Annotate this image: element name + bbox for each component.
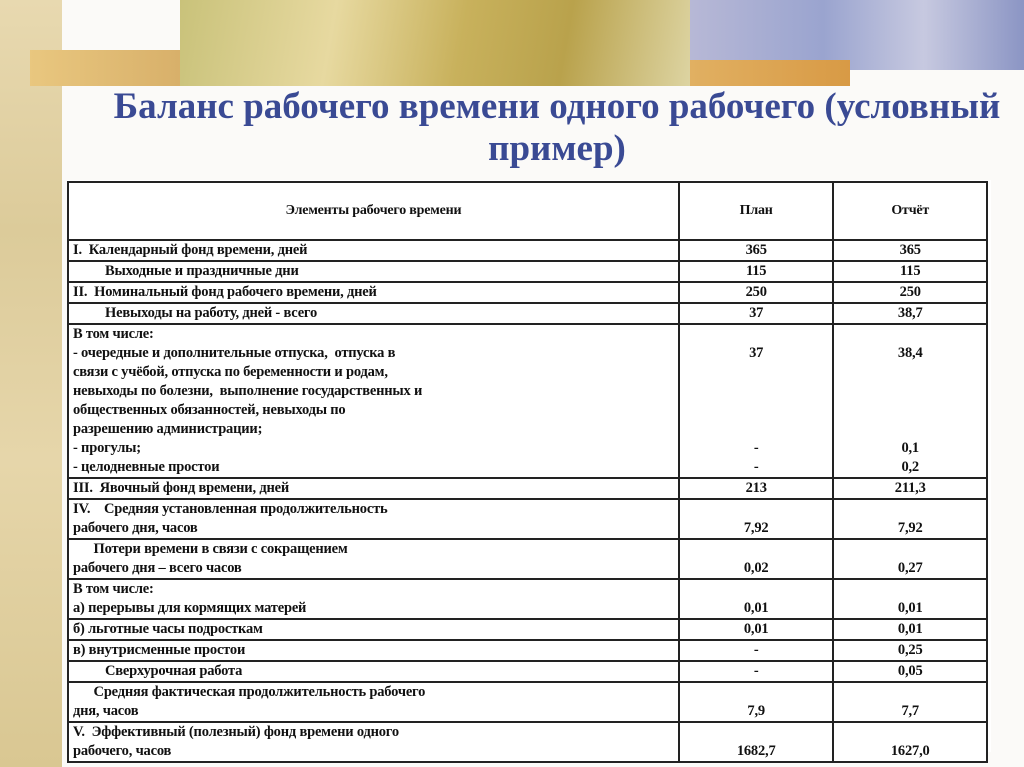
row-label — [68, 722, 679, 762]
table-row — [68, 282, 987, 303]
header-report: Отчёт — [833, 182, 987, 240]
label-line: разрешению администрации; — [73, 421, 263, 437]
plan-value — [679, 324, 834, 478]
report-value: 115 — [833, 261, 987, 282]
plan-line — [684, 401, 829, 420]
table-row — [68, 661, 987, 682]
table-row — [68, 722, 987, 762]
label-line: в) внутрисменные простои — [73, 642, 246, 658]
table-header-row — [68, 182, 987, 240]
label-line: рабочего дня – всего часов — [73, 560, 242, 576]
label-line: - прогулы; — [73, 440, 141, 456]
report-value: 250 — [833, 282, 987, 303]
report-line: 38,4 — [897, 345, 923, 361]
table-row — [68, 619, 987, 640]
label-line: Сверхурочная работа — [105, 663, 243, 679]
report-value: 365 — [833, 240, 987, 261]
label-line: рабочего дня, часов — [73, 520, 198, 536]
row-label — [68, 303, 679, 324]
plan-line: - — [753, 459, 759, 475]
report-value: 0,27 — [833, 539, 987, 579]
header-elements: Элементы рабочего времени — [68, 182, 679, 240]
table-row — [68, 478, 987, 499]
header-plan: План — [679, 182, 834, 240]
row-label — [68, 539, 679, 579]
plan-line — [684, 420, 829, 439]
label-line: общественных обязанностей, невыходы по — [73, 402, 346, 418]
report-line — [838, 420, 982, 439]
row-label — [68, 640, 679, 661]
report-value: 0,01 — [833, 619, 987, 640]
label-line: Выходные и праздничные дни — [105, 263, 299, 279]
label-line: - очередные и дополнительные отпуска, отпуска в — [73, 345, 396, 361]
label-line: Невыходы на работу, дней - всего — [105, 305, 318, 321]
plan-value: 0,01 — [679, 619, 834, 640]
row-label — [68, 478, 679, 499]
label-line: V. Эффективный (полезный) фонд времени одного — [73, 724, 399, 740]
row-label — [68, 240, 679, 261]
plan-line: 37 — [749, 345, 764, 361]
report-line — [838, 401, 982, 420]
report-value: 211,3 — [833, 478, 987, 499]
table-row — [68, 682, 987, 722]
slide-title: Баланс рабочего времени одного рабочего (условный пример) — [113, 86, 1001, 169]
table-row — [68, 640, 987, 661]
plan-value: 250 — [679, 282, 834, 303]
table-row — [68, 240, 987, 261]
label-line: I. Календарный фонд времени, дней — [73, 242, 308, 258]
report-value: 1627,0 — [833, 722, 987, 762]
plan-value: 0,01 — [679, 579, 834, 619]
table-row — [68, 579, 987, 619]
label-line: Потери времени в связи с сокращением — [73, 541, 348, 557]
plan-line — [684, 382, 829, 401]
decorative-banner — [30, 0, 1024, 86]
plan-value: - — [679, 640, 834, 661]
report-line: 0,2 — [901, 459, 919, 475]
row-label — [68, 579, 679, 619]
table-row — [68, 303, 987, 324]
report-value: 7,92 — [833, 499, 987, 539]
row-label — [68, 619, 679, 640]
report-value: 0,01 — [833, 579, 987, 619]
label-line: II. Номинальный фонд рабочего времени, дней — [73, 284, 377, 300]
report-value: 38,7 — [833, 303, 987, 324]
row-label — [68, 324, 679, 478]
label-line: рабочего, часов — [73, 743, 172, 759]
report-line — [838, 382, 982, 401]
plan-line — [684, 363, 829, 382]
plan-value: - — [679, 661, 834, 682]
report-value — [833, 324, 987, 478]
plan-value: 213 — [679, 478, 834, 499]
row-label — [68, 499, 679, 539]
row-label — [68, 282, 679, 303]
label-line: невыходы по болезни, выполнение государственных и — [73, 383, 423, 399]
report-value: 0,05 — [833, 661, 987, 682]
report-value: 0,25 — [833, 640, 987, 661]
label-line: III. Явочный фонд времени, дней — [73, 480, 289, 496]
plan-value: 0,02 — [679, 539, 834, 579]
table-row — [68, 324, 987, 478]
table-row — [68, 539, 987, 579]
label-line: дня, часов — [73, 703, 139, 719]
plan-value: 7,92 — [679, 499, 834, 539]
table-row — [68, 261, 987, 282]
plan-value: 7,9 — [679, 682, 834, 722]
label-line: IV. Средняя установленная продолжительность — [73, 501, 388, 517]
report-value: 7,7 — [833, 682, 987, 722]
row-label — [68, 261, 679, 282]
report-line: 0,1 — [901, 440, 919, 456]
work-time-balance-table — [67, 181, 988, 763]
plan-value: 37 — [679, 303, 834, 324]
plan-line: - — [753, 440, 759, 456]
table-row — [68, 499, 987, 539]
label-line: В том числе: — [73, 326, 154, 342]
plan-value: 365 — [679, 240, 834, 261]
label-line: б) льготные часы подросткам — [73, 621, 263, 637]
row-label — [68, 682, 679, 722]
plan-value: 115 — [679, 261, 834, 282]
report-line — [838, 325, 982, 344]
report-line — [838, 363, 982, 382]
plan-value: 1682,7 — [679, 722, 834, 762]
plan-line — [684, 325, 829, 344]
row-label — [68, 661, 679, 682]
label-line: В том числе: — [73, 581, 154, 597]
label-line: а) перерывы для кормящих матерей — [73, 600, 307, 616]
label-line: Средняя фактическая продолжительность рабочего — [73, 684, 426, 700]
label-line: связи с учёбой, отпуска по беременности и родам, — [73, 364, 388, 380]
label-line: - целодневные простои — [73, 459, 220, 475]
